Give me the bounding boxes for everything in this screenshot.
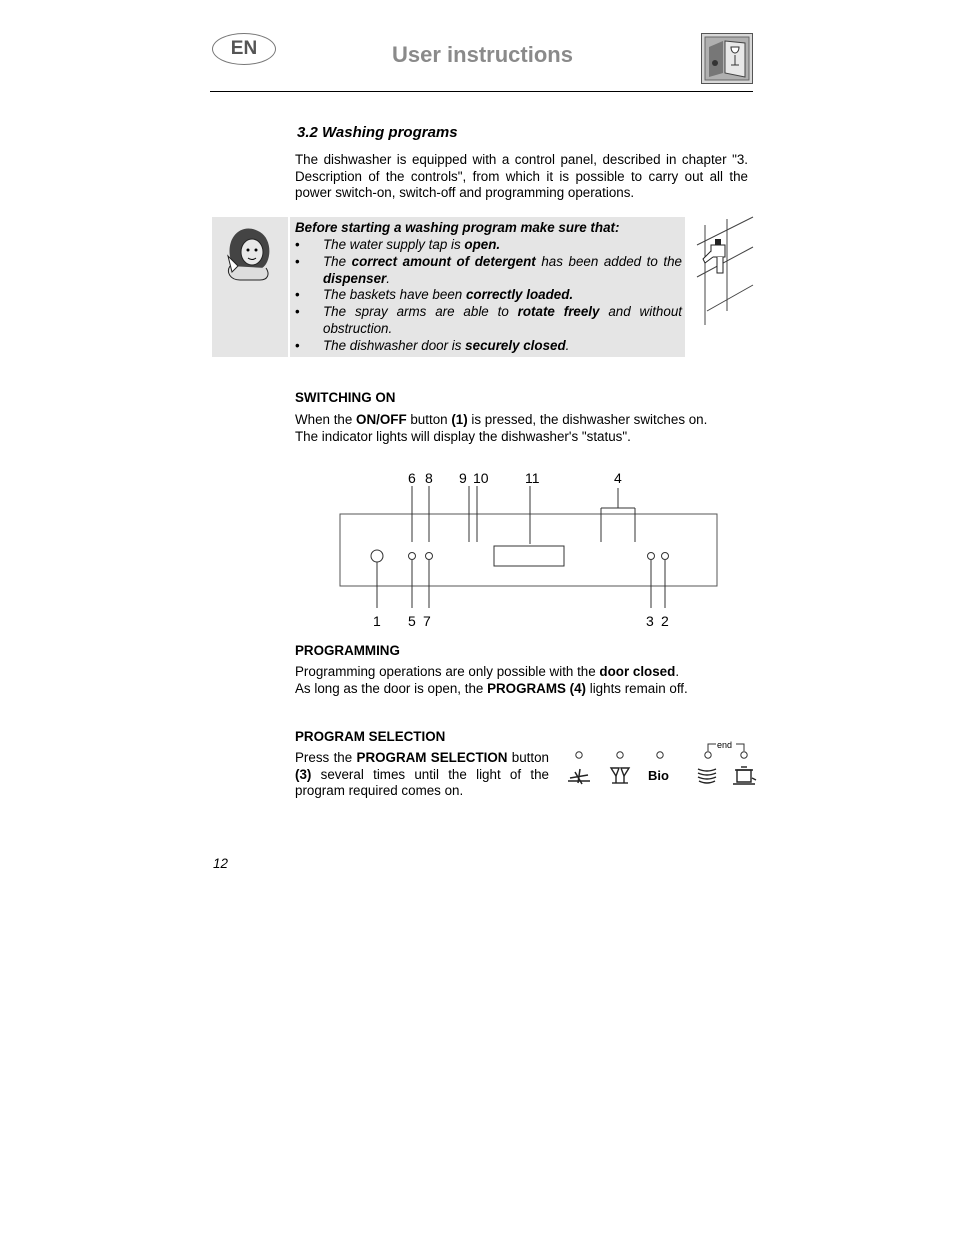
label-1: 1 [373,613,381,629]
bio-label: Bio [648,768,669,783]
list-item: • The dishwasher door is securely closed. [295,337,570,353]
program-selection-heading: PROGRAM SELECTION [295,729,446,744]
page-number: 12 [213,856,228,871]
plates-icon [698,769,716,783]
switching-on-text: When the ON/OFF button (1) is pressed, the dishwasher switches on. The indicator lights will display the dishwasher's "status". [295,412,708,444]
glasses-icon [611,768,629,783]
label-5: 5 [408,613,416,629]
header-divider [210,91,753,92]
label-10: 10 [473,470,489,486]
programming-heading: PROGRAMMING [295,643,400,658]
label-4: 4 [614,470,622,486]
person-thinking-icon [220,226,278,284]
label-3: 3 [646,613,654,629]
label-7: 7 [423,613,431,629]
warning-list [295,237,682,355]
list-item: • The water supply tap is open. [295,237,501,252]
program-selection-text: Press the PROGRAM SELECTION button (3) several times until the light of the program required comes on. [295,750,550,798]
end-label: end [717,740,733,750]
list-item: • The spray arms are able to rotate freely and without obstruction. [295,304,682,336]
switching-on-heading: SWITCHING ON [295,390,396,405]
label-9: 9 [459,470,467,486]
page-title: User instructions [392,42,573,67]
label-8: 8 [425,470,433,486]
program-icons-row [562,738,762,790]
section-title: 3.2 Washing programs [297,124,458,141]
control-panel-diagram [338,466,722,632]
cutlery-icon [568,769,590,784]
programming-text: Programming operations are only possible with the door closed. As long as the door is open, the PROGRAMS (4) lights remain off. [295,664,688,696]
warning-heading: Before starting a washing program make sure that: [295,220,620,235]
label-6: 6 [408,470,416,486]
list-item: • The baskets have been correctly loaded. [295,287,574,303]
list-item: • The correct amount of detergent has been added to the dispenser. [295,253,683,286]
water-tap-illustration [695,215,755,327]
label-11: 11 [525,470,540,486]
label-2: 2 [661,613,669,629]
pot-icon [733,767,756,784]
intro-paragraph: The dishwasher is equipped with a control panel, described in chapter "3. Description of the controls", from which it is possible to carry out all the power switch-on, switch-off and programming operations. [295,152,748,200]
language-badge: EN [212,33,276,65]
dishwasher-logo-icon [701,33,753,84]
